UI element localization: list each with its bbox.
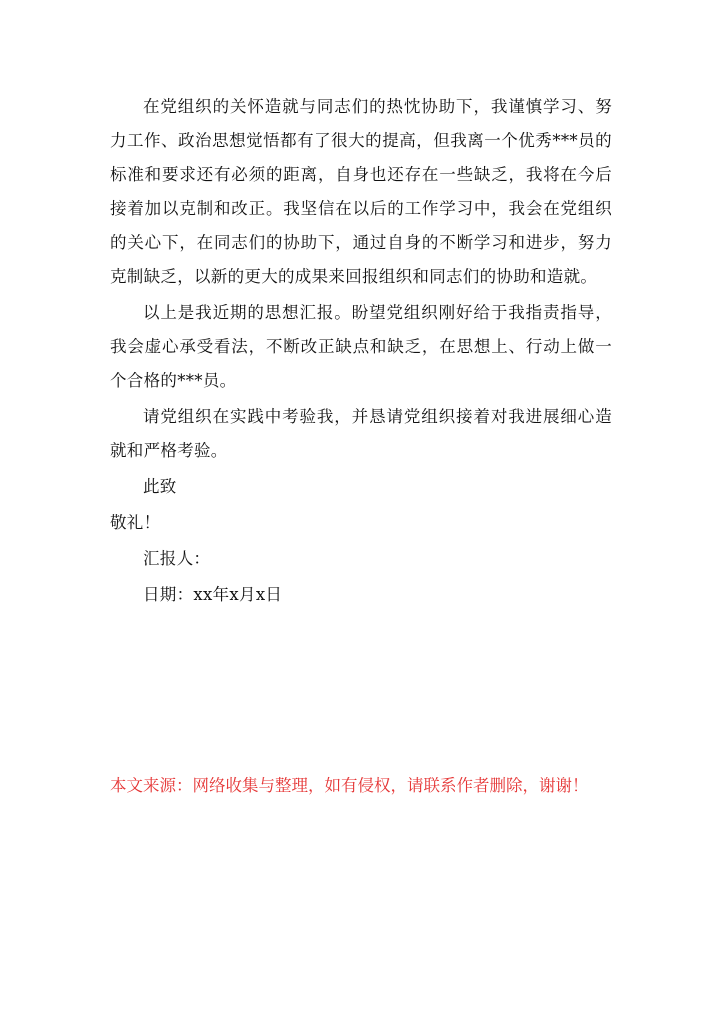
paragraph-commitment: 在党组织的关怀造就与同志们的热忱协助下，我谨慎学习、努力工作、政治思想觉悟都有了很大的提高，但我离一个优秀***员的标准和要求还有必须的距离，自身也还存在一些缺乏，我将在今后接着加以克制和改正。我坚信在以后的工作学习中，我会在党组织的关心下，在同志们的协助下，通过自身的不断学习和进步，努力克制缺乏，以新的更大的成果来回报组织和同志们的协助和造就。	[110, 97, 612, 286]
paragraph-request: 请党组织在实践中考验我，并恳请党组织接着对我进展细心造就和严格考验。	[110, 407, 612, 460]
reporter-line: 汇报人：	[143, 549, 211, 568]
paragraph-summary: 以上是我近期的思想汇报。盼望党组织刚好给于我指责指导，我会虚心承受看法，不断改正缺点和缺乏，在思想上、行动上做一个合格的***员。	[110, 303, 612, 390]
salute-line: 敬礼！	[110, 513, 161, 532]
date-line: 日期：xx年x月x日	[143, 585, 283, 604]
source-note: 本文来源：网络收集与整理，如有侵权，请联系作者删除，谢谢！	[110, 776, 589, 795]
closing-line: 此致	[143, 477, 177, 496]
letter-body	[110, 90, 612, 614]
